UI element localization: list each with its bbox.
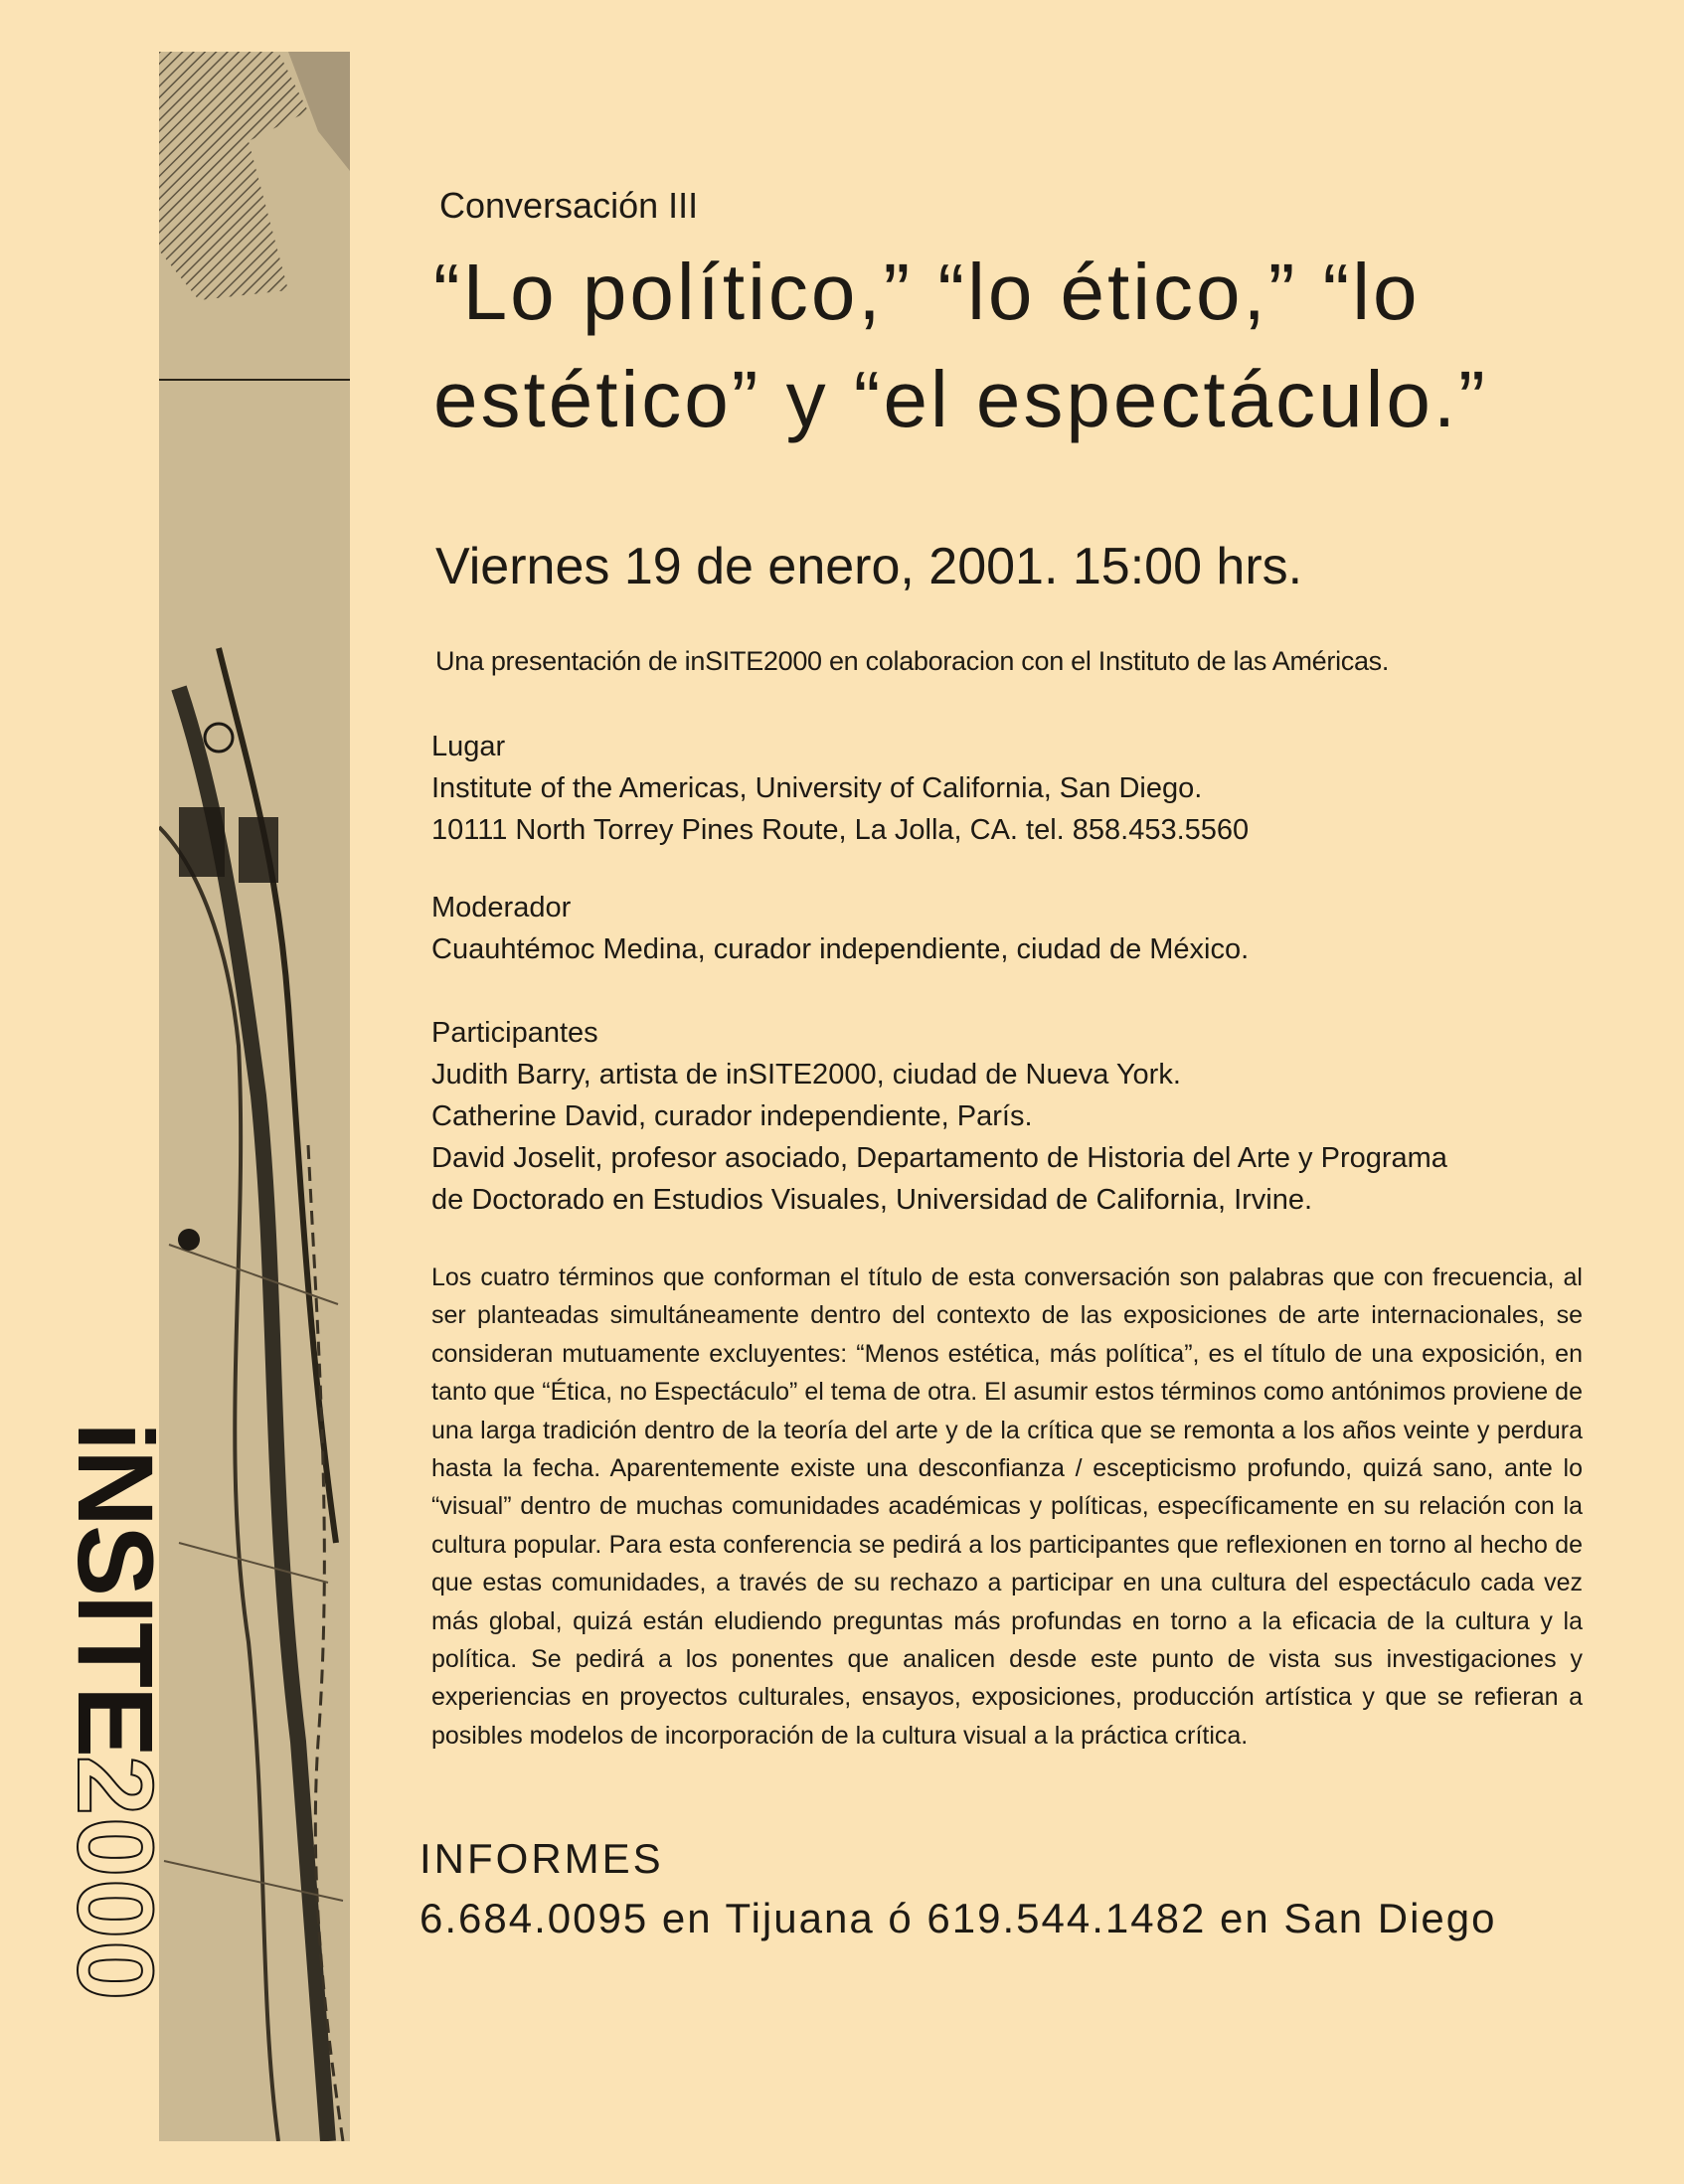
participants-label: Participantes xyxy=(431,1017,598,1049)
insite-logo xyxy=(56,1422,176,2003)
intro-line: Una presentación de inSITE2000 en colaboracion con el Instituto de las Américas. xyxy=(435,646,1390,676)
venue-line: 10111 North Torrey Pines Route, La Jolla, CA. tel. 858.453.5560 xyxy=(431,814,1250,846)
logo-solid-text: iNSITE xyxy=(56,1422,176,1757)
series-label: Conversación III xyxy=(439,185,699,226)
venue-section xyxy=(431,726,1249,851)
venue-line: Institute of the Americas, University of California, San Diego. xyxy=(431,772,1203,804)
moderator-label: Moderador xyxy=(431,892,572,924)
info-label: INFORMES xyxy=(420,1835,664,1882)
participants-section xyxy=(431,1012,1447,1221)
participant-line: Catherine David, curador independiente, París. xyxy=(431,1100,1033,1132)
page-title: “Lo político,” “lo ético,” “lo estético” y “el espectáculo.” xyxy=(433,248,1488,443)
participant-line: Judith Barry, artista de inSITE2000, ciudad de Nueva York. xyxy=(431,1059,1181,1091)
participant-line: David Joselit, profesor asociado, Departamento de Historia del Arte y Programa xyxy=(431,1142,1447,1174)
info-phone-line: 6.684.0095 en Tijuana ó 619.544.1482 en San Diego xyxy=(420,1895,1497,1941)
description-paragraph: Los cuatro términos que conforman el título de esta conversación son palabras que con frecuencia, al ser planteadas simultáneamente dentro del contexto de las exposiciones de arte internacionales, se consideran mutuamente excluyentes: “Menos estética, más política”, es el título de una exposición, en tanto que “Ética, no Espectáculo” el tema de otra. El asumir estos términos como antónimos proviene de una larga tradición dentro de la teoría del arte y de la crítica que se remonta a los años veinte y perdura hasta la fecha. Aparentemente existe una desconfianza / escepticismo profundo, quizá sano, ante lo “visual” dentro de muchas comunidades académicas y políticas, específicamente en su relación con la cultura popular. Para esta conferencia se pedirá a los participantes que reflexionen en torno al hecho de que estas comunidades, a través de su rechazo a participar en una cultura del espectáculo cada vez más global, quizá están eludiendo preguntas más profundas en torno a la eficacia de la cultura y la política. Se pedirá a los ponentes que analicen desde este punto de vista sus investigaciones y experiencias en proyectos culturales, ensayos, exposiciones, producción artística y que se refieran a posibles modelos de incorporación de la cultura visual a la práctica crítica. xyxy=(431,1263,1583,1750)
map-strip xyxy=(159,52,350,2141)
participant-line: de Doctorado en Estudios Visuales, Universidad de California, Irvine. xyxy=(431,1184,1313,1216)
map-graphic xyxy=(159,52,350,2141)
venue-label: Lugar xyxy=(431,731,506,762)
moderator-line: Cuauhtémoc Medina, curador independiente, ciudad de México. xyxy=(431,933,1250,965)
event-date: Viernes 19 de enero, 2001. 15:00 hrs. xyxy=(435,538,1303,595)
logo-outline-text: 2000 xyxy=(56,1756,176,2003)
moderator-section xyxy=(431,887,1249,970)
